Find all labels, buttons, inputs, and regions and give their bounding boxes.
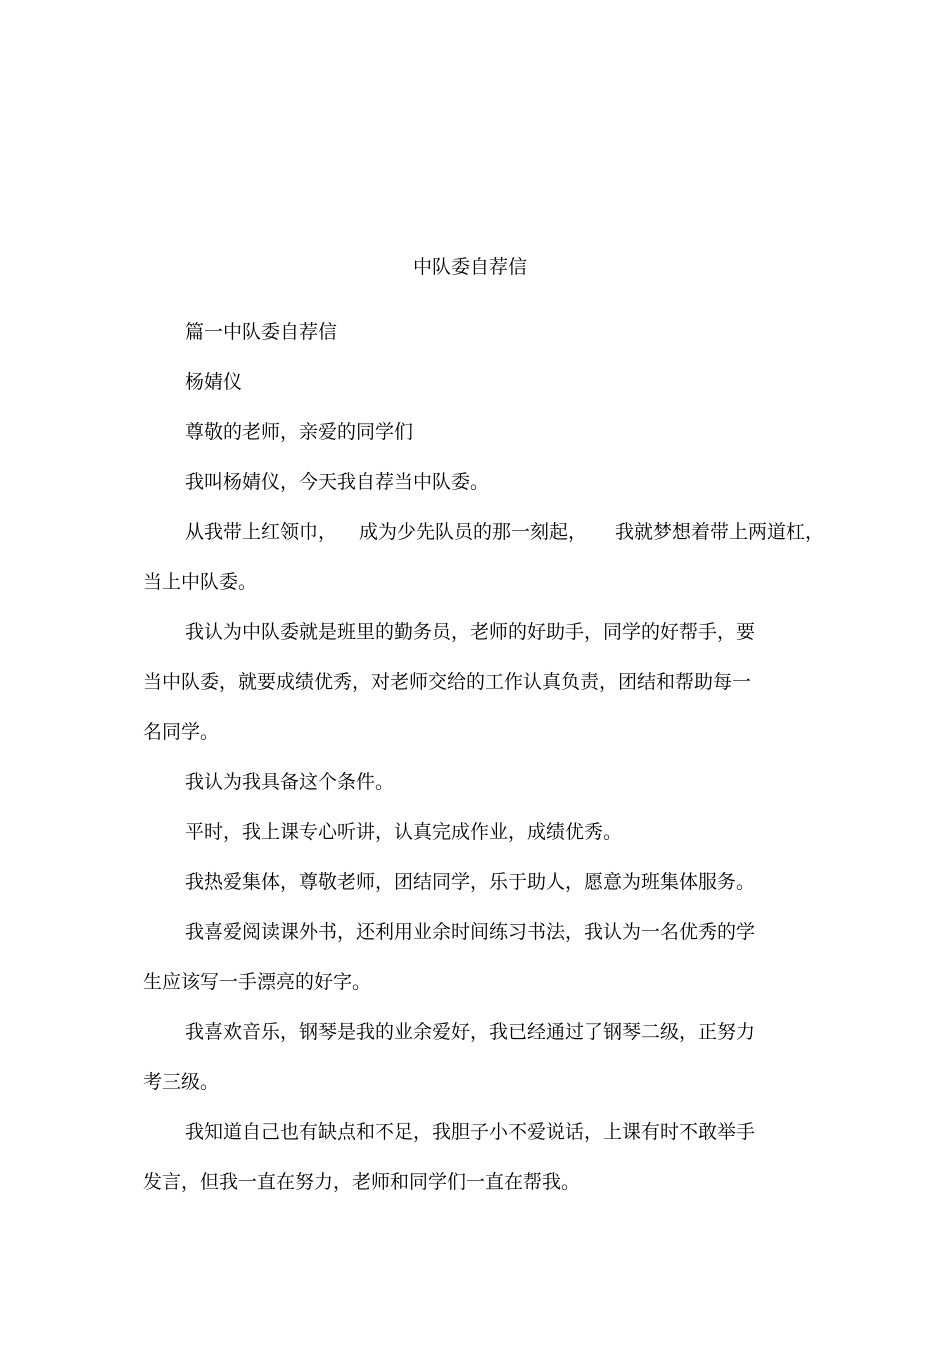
paragraph-role-line1: 我认为中队委就是班里的勤务员，老师的好助手，同学的好帮手，要: [185, 621, 756, 643]
paragraph-music-line1: 我喜欢音乐，钢琴是我的业余爱好，我已经通过了钢琴二级，正努力: [185, 1021, 756, 1043]
paragraph-reading-line2: 生应该写一手漂亮的好字。: [143, 971, 372, 993]
section-heading: 篇一中队委自荐信: [185, 321, 338, 343]
salutation: 尊敬的老师，亲爱的同学们: [185, 421, 414, 443]
paragraph-dream-part3: 我就梦想着带上两道杠，: [615, 521, 825, 543]
paragraph-dream-part2: 成为少先队员的那一刻起，: [359, 521, 588, 543]
paragraph-shortcomings-line2: 发言，但我一直在努力，老师和同学们一直在帮我。: [143, 1171, 581, 1193]
paragraph-dream-line1: [185, 520, 824, 544]
paragraph-reading-line1: 我喜爱阅读课外书，还利用业余时间练习书法，我认为一名优秀的学: [185, 921, 756, 943]
paragraph-dream-line2: 当上中队委。: [143, 571, 258, 593]
paragraph-role-line2: 当中队委，就要成绩优秀，对老师交给的工作认真负责，团结和帮助每一: [143, 671, 752, 693]
paragraph-music-line2: 考三级。: [143, 1071, 220, 1093]
paragraph-study: 平时，我上课专心听讲，认真完成作业，成绩优秀。: [185, 821, 623, 843]
paragraph-dream-part1: 从我带上红领巾，: [185, 521, 338, 543]
paragraph-intro: 我叫杨婧仪，今天我自荐当中队委。: [185, 471, 490, 493]
paragraph-qualified: 我认为我具备这个条件。: [185, 771, 395, 793]
document-title: 中队委自荐信: [412, 256, 527, 278]
paragraph-role-line3: 名同学。: [143, 721, 220, 743]
paragraph-shortcomings-line1: 我知道自己也有缺点和不足，我胆子小不爱说话，上课有时不敢举手: [185, 1121, 756, 1143]
author-name: 杨婧仪: [185, 371, 243, 393]
paragraph-collective: 我热爱集体，尊敬老师，团结同学，乐于助人，愿意为班集体服务。: [185, 871, 756, 893]
